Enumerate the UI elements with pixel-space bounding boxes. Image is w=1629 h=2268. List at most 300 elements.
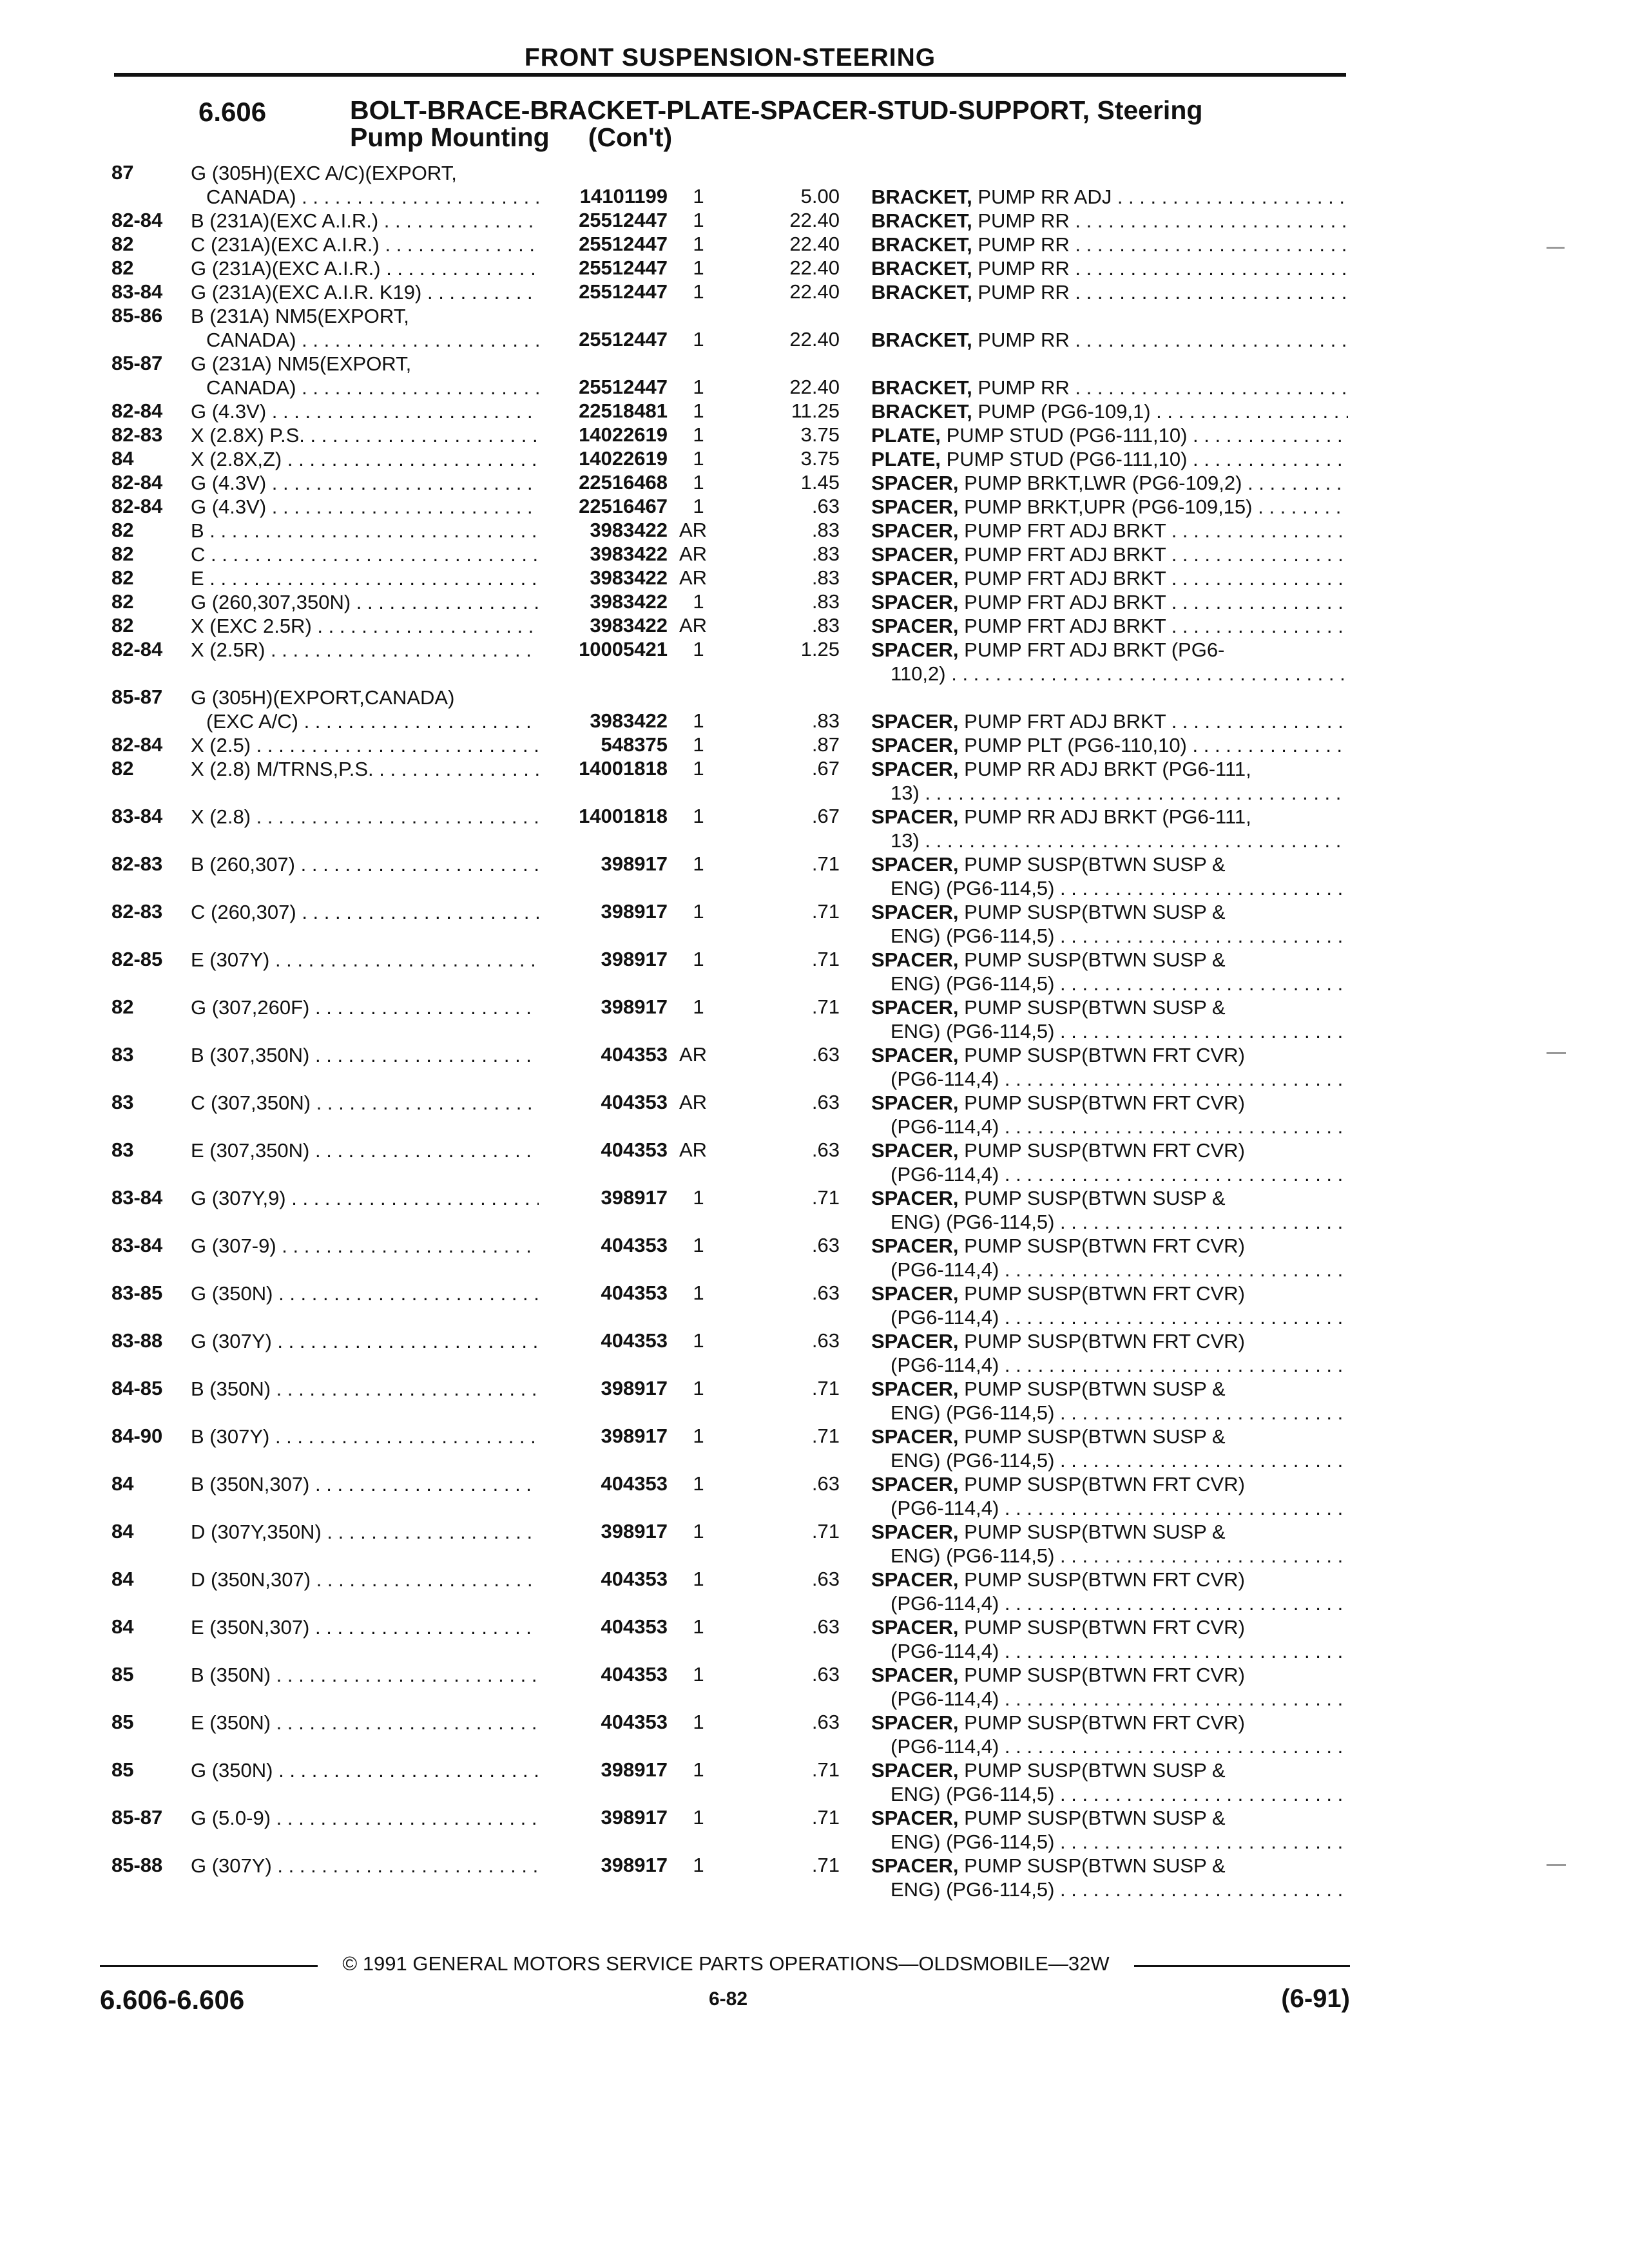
row-model: [191, 399, 539, 423]
row-description-line: ENG) (PG6-114,5): [891, 1831, 1055, 1853]
row-model: [191, 686, 539, 733]
row-quantity: AR: [679, 1139, 708, 1161]
row-part-name: SPACER,: [871, 1807, 959, 1829]
row-model-line: G (307-9) . . .: [191, 1234, 539, 1258]
row-part-number: 404353: [601, 1711, 668, 1733]
row-description: [871, 1806, 1348, 1854]
row-year: 83-84: [111, 1186, 163, 1209]
row-description: [871, 1615, 1348, 1663]
row-model: [191, 423, 539, 447]
row-description: [871, 1186, 1348, 1234]
row-model-line: G (350N) . . .: [191, 1758, 539, 1782]
row-price: .71: [811, 1854, 840, 1876]
row-price: .71: [811, 900, 840, 923]
row-model: [191, 638, 539, 662]
row-description-line: (PG6-114,4): [891, 1258, 999, 1281]
row-quantity: 1: [693, 590, 704, 613]
row-model-line: B (231A) NM5(EXPORT,: [191, 305, 409, 327]
row-description-line: PUMP RR: [978, 209, 1070, 232]
row-part-name: SPACER,: [871, 1759, 959, 1782]
row-description: [871, 1758, 1348, 1806]
row-year: 85-87: [111, 352, 163, 374]
row-description-line: ENG) (PG6-114,5): [891, 1544, 1055, 1567]
row-description-line: PUMP BRKT,UPR (PG6-109,15): [964, 495, 1253, 518]
row-quantity: 1: [693, 638, 704, 660]
row-price: .63: [811, 1711, 840, 1733]
row-year: 82-84: [111, 638, 163, 660]
row-description-line: PUMP SUSP(BTWN SUSP &: [964, 901, 1226, 923]
row-price: 22.40: [789, 376, 840, 398]
row-part-name: PLATE,: [871, 424, 941, 447]
row-model: [191, 1472, 539, 1496]
row-description: [871, 1663, 1348, 1711]
row-quantity: 1: [693, 280, 704, 303]
row-year: 84: [111, 1568, 134, 1590]
row-description: [871, 1139, 1348, 1186]
row-description-line: PUMP SUSP(BTWN FRT CVR): [964, 1282, 1245, 1305]
row-part-name: SPACER,: [871, 1854, 959, 1877]
row-description-line: PUMP SUSP(BTWN FRT CVR): [964, 1616, 1245, 1639]
row-part-name: SPACER,: [871, 734, 959, 756]
row-part-name: SPACER,: [871, 1139, 959, 1162]
row-year: 82: [111, 566, 134, 589]
section-title-line1: BOLT-BRACE-BRACKET-PLATE-SPACER-STUD-SUPPORT, Steering: [350, 95, 1203, 125]
row-quantity: 1: [693, 900, 704, 923]
row-description: [871, 805, 1348, 852]
row-price: .71: [811, 948, 840, 970]
row-description-line: PUMP SUSP(BTWN SUSP &: [964, 1425, 1226, 1448]
row-part-number: 404353: [601, 1139, 668, 1161]
row-year: 83: [111, 1043, 134, 1066]
section-title-line2: Pump Mounting: [350, 122, 550, 152]
row-description: [871, 376, 1348, 399]
row-description: [871, 423, 1348, 447]
row-description-line: PUMP FRT ADJ BRKT: [964, 519, 1166, 542]
row-year: 82: [111, 233, 134, 255]
row-part-number: 398917: [601, 852, 668, 875]
row-model-line: X (2.8) . . .: [191, 805, 539, 829]
row-part-number: 404353: [601, 1091, 668, 1113]
row-model: [191, 757, 539, 781]
row-description-line: PUMP SUSP(BTWN SUSP &: [964, 996, 1226, 1019]
row-model: [191, 1854, 539, 1878]
row-year: 82: [111, 757, 134, 780]
row-description: [871, 566, 1348, 590]
row-description-line: PUMP SUSP(BTWN FRT CVR): [964, 1139, 1245, 1162]
row-description-line: (PG6-114,4): [891, 1068, 999, 1090]
row-part-number: 25512447: [579, 233, 668, 255]
row-description-line: PUMP SUSP(BTWN FRT CVR): [964, 1330, 1245, 1352]
row-year: 85: [111, 1711, 134, 1733]
row-quantity: AR: [679, 543, 708, 565]
row-year: 82: [111, 256, 134, 279]
row-model: [191, 471, 539, 495]
row-model: [191, 590, 539, 614]
row-part-name: SPACER,: [871, 1187, 959, 1209]
row-model-line: CANADA) . . .: [191, 328, 539, 352]
row-year: 82: [111, 543, 134, 565]
row-description-line: (PG6-114,4): [891, 1497, 999, 1519]
row-quantity: 1: [693, 1425, 704, 1447]
row-model-line: E (350N) . . .: [191, 1711, 539, 1735]
row-part-number: 404353: [601, 1472, 668, 1495]
row-price: 22.40: [789, 209, 840, 231]
row-price: .63: [811, 1663, 840, 1686]
row-description-line: PUMP SUSP(BTWN FRT CVR): [964, 1044, 1245, 1066]
row-description: [871, 495, 1348, 519]
row-price: .63: [811, 1615, 840, 1638]
row-description: [871, 1472, 1348, 1520]
row-year: 83: [111, 1139, 134, 1161]
row-price: 3.75: [800, 447, 840, 470]
row-part-name: SPACER,: [871, 758, 959, 780]
row-year: 85-87: [111, 686, 163, 708]
row-quantity: AR: [679, 519, 708, 541]
row-price: 1.45: [800, 471, 840, 494]
row-description: [871, 614, 1348, 638]
row-price: .71: [811, 1186, 840, 1209]
row-model-line: C (260,307) . . .: [191, 900, 539, 924]
row-description-line: PUMP SUSP(BTWN SUSP &: [964, 1759, 1226, 1782]
row-part-number: 3983422: [590, 709, 668, 732]
row-model-line: G (305H)(EXC A/C)(EXPORT,: [191, 162, 457, 184]
row-model-line: (EXC A/C) . . .: [191, 709, 539, 733]
row-price: .71: [811, 1758, 840, 1781]
row-description: [871, 543, 1348, 566]
row-description-line: (PG6-114,4): [891, 1735, 999, 1758]
row-quantity: AR: [679, 566, 708, 589]
row-description-line: ENG) (PG6-114,5): [891, 1020, 1055, 1043]
row-model: [191, 447, 539, 471]
row-part-number: 22516468: [579, 471, 668, 494]
row-description: [871, 1854, 1348, 1901]
row-quantity: 1: [693, 948, 704, 970]
row-description-line: PUMP RR: [978, 281, 1070, 303]
row-quantity: 1: [693, 709, 704, 732]
row-part-number: 14022619: [579, 447, 668, 470]
row-part-name: PLATE,: [871, 448, 941, 470]
row-part-name: SPACER,: [871, 639, 959, 661]
row-part-name: SPACER,: [871, 1378, 959, 1400]
row-price: 1.25: [800, 638, 840, 660]
row-description-line: PUMP RR ADJ: [978, 186, 1112, 208]
row-description-line: PUMP FRT ADJ BRKT: [964, 615, 1166, 637]
row-quantity: 1: [693, 733, 704, 756]
scan-mark: [1547, 1864, 1566, 1866]
row-description-line: PUMP RR: [978, 376, 1070, 399]
row-price: .71: [811, 1806, 840, 1829]
row-quantity: 1: [693, 1758, 704, 1781]
row-model: [191, 543, 539, 566]
row-part-name: BRACKET,: [871, 376, 972, 399]
row-model-line: E (307,350N) . . .: [191, 1139, 539, 1162]
row-quantity: 1: [693, 805, 704, 827]
row-price: .71: [811, 1520, 840, 1542]
row-description: [871, 519, 1348, 543]
row-part-name: SPACER,: [871, 805, 959, 828]
row-price: .63: [811, 1329, 840, 1352]
row-price: .63: [811, 1139, 840, 1161]
footer-page-number: 6-82: [708, 1988, 748, 2010]
row-quantity: 1: [693, 471, 704, 494]
row-model: [191, 1425, 539, 1448]
row-quantity: AR: [679, 1091, 708, 1113]
row-description-line: ENG) (PG6-114,5): [891, 972, 1055, 995]
row-model-line: CANADA) . . .: [191, 185, 539, 209]
row-description-line: (PG6-114,4): [891, 1163, 999, 1186]
row-model-line: C (231A)(EXC A.I.R.) . . .: [191, 233, 539, 256]
row-quantity: 1: [693, 1711, 704, 1733]
row-quantity: 1: [693, 1186, 704, 1209]
row-quantity: 1: [693, 328, 704, 351]
row-part-name: SPACER,: [871, 1330, 959, 1352]
row-description-line: ENG) (PG6-114,5): [891, 1449, 1055, 1472]
row-model: [191, 614, 539, 638]
row-part-number: 25512447: [579, 209, 668, 231]
row-model: [191, 495, 539, 519]
row-description: [871, 1329, 1348, 1377]
row-quantity: 1: [693, 995, 704, 1018]
row-year: 83-84: [111, 1234, 163, 1256]
row-year: 82-84: [111, 209, 163, 231]
row-quantity: 1: [693, 256, 704, 279]
row-model: [191, 280, 539, 304]
row-description: [871, 590, 1348, 614]
row-part-name: SPACER,: [871, 1091, 959, 1114]
row-description-line: (PG6-114,4): [891, 1115, 999, 1138]
row-description-line: (PG6-114,4): [891, 1687, 999, 1710]
row-model: [191, 352, 539, 399]
row-model: [191, 1186, 539, 1210]
row-quantity: 1: [693, 1520, 704, 1542]
row-part-number: 398917: [601, 1377, 668, 1399]
row-model-line: E (307Y) . . .: [191, 948, 539, 972]
row-description-line: PUMP SUSP(BTWN FRT CVR): [964, 1664, 1245, 1686]
row-quantity: 1: [693, 233, 704, 255]
row-part-name: SPACER,: [871, 472, 959, 494]
row-model-line: G (307,260F) . . .: [191, 995, 539, 1019]
row-part-number: 25512447: [579, 256, 668, 279]
row-year: 83-84: [111, 805, 163, 827]
row-price: .83: [811, 709, 840, 732]
row-quantity: 1: [693, 423, 704, 446]
row-quantity: 1: [693, 1377, 704, 1399]
row-part-number: 3983422: [590, 566, 668, 589]
row-description: [871, 757, 1348, 805]
row-part-number: 398917: [601, 1806, 668, 1829]
row-part-number: 22516467: [579, 495, 668, 517]
row-model-line: E (350N,307) . . .: [191, 1615, 539, 1639]
row-year: 87: [111, 161, 134, 184]
row-model-line: B (350N) . . .: [191, 1663, 539, 1687]
row-price: .83: [811, 614, 840, 637]
row-part-name: SPACER,: [871, 1664, 959, 1686]
row-quantity: 1: [693, 495, 704, 517]
row-description-line: PUMP SUSP(BTWN SUSP &: [964, 1187, 1226, 1209]
row-price: .63: [811, 1472, 840, 1495]
row-part-number: 404353: [601, 1234, 668, 1256]
row-year: 85-88: [111, 1854, 163, 1876]
row-price: .83: [811, 519, 840, 541]
row-description: [871, 900, 1348, 948]
row-description-line: PUMP SUSP(BTWN SUSP &: [964, 1854, 1226, 1877]
row-description: [871, 185, 1348, 209]
row-description: [871, 995, 1348, 1043]
row-model: [191, 1377, 539, 1401]
row-model: [191, 1234, 539, 1258]
row-year: 82: [111, 519, 134, 541]
row-model-line: X (EXC 2.5R) . . .: [191, 614, 539, 638]
row-description-line: PUMP FRT ADJ BRKT: [964, 543, 1166, 566]
row-description: [871, 1568, 1348, 1615]
row-model: [191, 948, 539, 972]
row-model-line: B (307Y) . . .: [191, 1425, 539, 1448]
row-year: 84: [111, 447, 134, 470]
row-part-name: BRACKET,: [871, 186, 972, 208]
row-part-number: 404353: [601, 1282, 668, 1304]
row-model-line: X (2.8X,Z) . . .: [191, 447, 539, 471]
section-continued: (Con't): [588, 122, 673, 152]
row-price: .71: [811, 1425, 840, 1447]
row-description: [871, 1282, 1348, 1329]
row-year: 82-84: [111, 495, 163, 517]
row-part-number: 25512447: [579, 328, 668, 351]
row-model-line: B (350N,307) . . .: [191, 1472, 539, 1496]
row-description-line: PUMP FRT ADJ BRKT: [964, 710, 1166, 733]
row-year: 83: [111, 1091, 134, 1113]
row-price: 22.40: [789, 233, 840, 255]
row-part-number: 404353: [601, 1663, 668, 1686]
row-model: [191, 852, 539, 876]
section-number: 6.606: [198, 97, 267, 127]
row-quantity: 1: [693, 1854, 704, 1876]
row-price: .63: [811, 1091, 840, 1113]
row-quantity: AR: [679, 1043, 708, 1066]
row-description-line: 13): [891, 782, 920, 804]
row-part-name: BRACKET,: [871, 281, 972, 303]
row-quantity: 1: [693, 1282, 704, 1304]
row-quantity: 1: [693, 1806, 704, 1829]
row-price: .67: [811, 757, 840, 780]
scan-mark: [1547, 1052, 1566, 1054]
row-price: .71: [811, 1377, 840, 1399]
row-description-line: ENG) (PG6-114,5): [891, 1211, 1055, 1233]
row-model: [191, 209, 539, 233]
row-description-line: PUMP SUSP(BTWN FRT CVR): [964, 1711, 1245, 1734]
row-year: 82: [111, 590, 134, 613]
row-description-line: 13): [891, 829, 920, 852]
row-model: [191, 233, 539, 256]
row-model: [191, 733, 539, 757]
row-description: [871, 447, 1348, 471]
row-model-line: CANADA) . . .: [191, 376, 539, 399]
row-description: [871, 709, 1348, 733]
row-part-number: 404353: [601, 1043, 668, 1066]
row-part-number: 404353: [601, 1615, 668, 1638]
row-model-line: G (307Y) . . .: [191, 1854, 539, 1878]
row-quantity: 1: [693, 447, 704, 470]
row-part-name: BRACKET,: [871, 209, 972, 232]
row-price: .63: [811, 1234, 840, 1256]
row-description-line: (PG6-114,4): [891, 1306, 999, 1329]
row-model-line: G (231A)(EXC A.I.R.) . . .: [191, 256, 539, 280]
row-part-name: SPACER,: [871, 948, 959, 971]
row-part-number: 25512447: [579, 376, 668, 398]
row-model: [191, 1091, 539, 1115]
row-quantity: 1: [693, 757, 704, 780]
row-description-line: ENG) (PG6-114,5): [891, 1401, 1055, 1424]
row-part-name: SPACER,: [871, 1044, 959, 1066]
row-part-number: 398917: [601, 948, 668, 970]
row-description-line: PUMP RR: [978, 329, 1070, 351]
row-model-line: B . . .: [191, 519, 539, 543]
row-description: [871, 948, 1348, 995]
row-description-line: 110,2): [891, 662, 946, 685]
row-model: [191, 1282, 539, 1305]
row-description-line: PUMP PLT (PG6-110,10): [964, 734, 1187, 756]
row-model-line: X (2.5) . . .: [191, 733, 539, 757]
row-part-number: 14001818: [579, 757, 668, 780]
footer-section-range: 6.606-6.606: [100, 1984, 245, 2015]
row-model: [191, 256, 539, 280]
row-model: [191, 566, 539, 590]
row-quantity: 1: [693, 209, 704, 231]
row-description: [871, 638, 1348, 686]
row-year: 84-85: [111, 1377, 163, 1399]
row-description-line: ENG) (PG6-114,5): [891, 925, 1055, 947]
row-model: [191, 1043, 539, 1067]
row-part-name: SPACER,: [871, 1711, 959, 1734]
row-part-number: 398917: [601, 995, 668, 1018]
row-quantity: 1: [693, 1663, 704, 1686]
row-model-line: B (260,307) . . .: [191, 852, 539, 876]
row-description-line: PUMP BRKT,LWR (PG6-109,2): [964, 472, 1242, 494]
row-description-line: PUMP SUSP(BTWN SUSP &: [964, 948, 1226, 971]
row-model: [191, 161, 539, 209]
row-year: 82-84: [111, 733, 163, 756]
row-model-line: B (350N) . . .: [191, 1377, 539, 1401]
row-description-line: ENG) (PG6-114,5): [891, 877, 1055, 899]
row-year: 82-84: [111, 399, 163, 422]
row-price: .83: [811, 590, 840, 613]
row-model-line: D (307Y,350N) . . .: [191, 1520, 539, 1544]
row-description-line: PUMP STUD (PG6-111,10): [946, 448, 1188, 470]
row-part-number: 25512447: [579, 280, 668, 303]
row-description-line: ENG) (PG6-114,5): [891, 1878, 1055, 1901]
row-year: 83-85: [111, 1282, 163, 1304]
row-part-number: 22518481: [579, 399, 668, 422]
row-model: [191, 995, 539, 1019]
row-model-line: G (307Y) . . .: [191, 1329, 539, 1353]
row-model-line: C (307,350N) . . .: [191, 1091, 539, 1115]
row-description-line: (PG6-114,4): [891, 1640, 999, 1662]
row-year: 82-83: [111, 423, 163, 446]
row-part-name: SPACER,: [871, 1235, 959, 1257]
row-price: 22.40: [789, 256, 840, 279]
row-price: .87: [811, 733, 840, 756]
row-description: [871, 209, 1348, 233]
row-part-number: 398917: [601, 1758, 668, 1781]
row-price: 22.40: [789, 280, 840, 303]
row-model-line: X (2.8X) P.S. . . .: [191, 423, 539, 447]
row-description-line: PUMP SUSP(BTWN SUSP &: [964, 853, 1226, 876]
row-part-number: 404353: [601, 1568, 668, 1590]
row-model: [191, 1615, 539, 1639]
row-part-name: SPACER,: [871, 1473, 959, 1495]
row-description: [871, 471, 1348, 495]
row-model-line: D (350N,307) . . .: [191, 1568, 539, 1591]
row-price: .63: [811, 1043, 840, 1066]
